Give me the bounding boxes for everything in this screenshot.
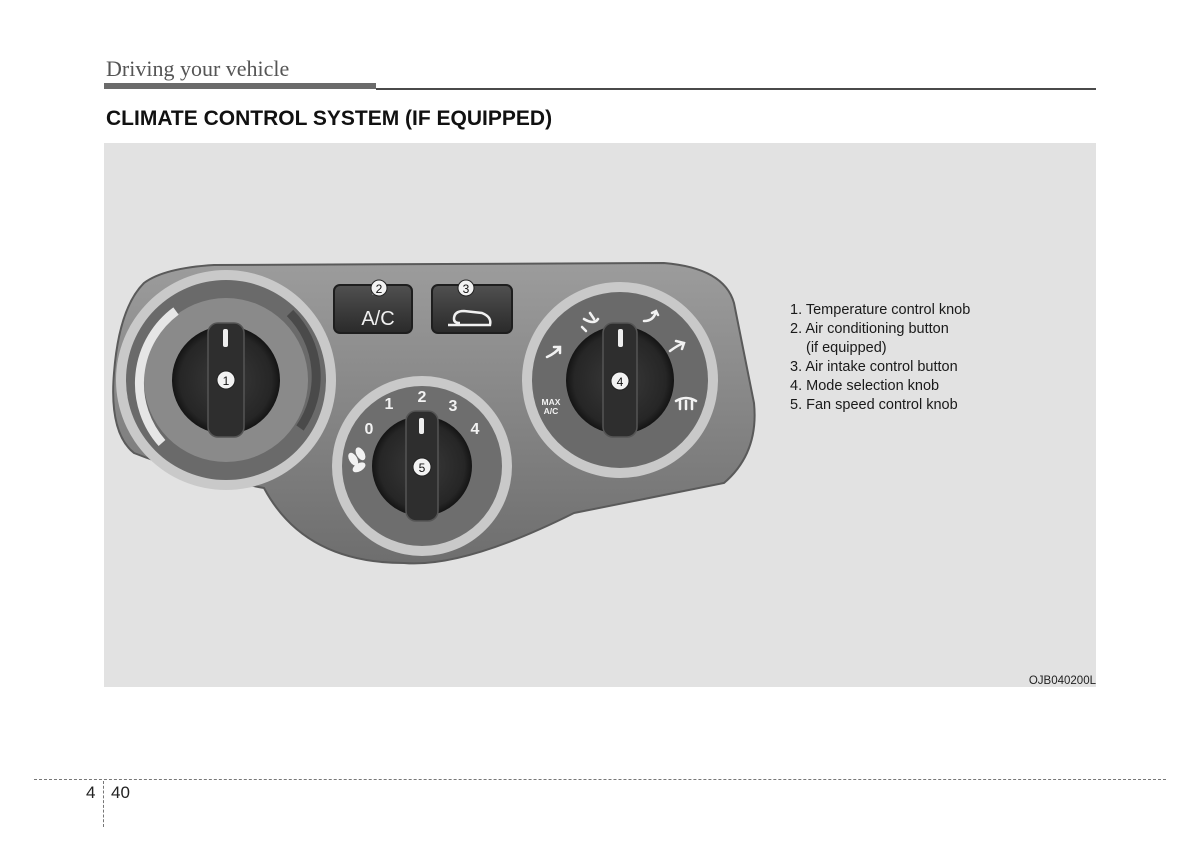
mode-max-label-1: MAX [541, 397, 561, 407]
mode-max-label-2: A/C [543, 406, 559, 416]
mode-selection-knob [522, 282, 718, 478]
figure-legend [790, 301, 970, 415]
footer-rule [34, 779, 1166, 780]
air-intake-button [432, 280, 512, 333]
chapter-number: 4 [86, 783, 96, 802]
climate-control-figure [104, 143, 1096, 687]
legend-item-5: 5. Fan speed control knob [790, 397, 958, 413]
legend-item-3: 3. Air intake control button [790, 359, 958, 375]
page-number: 40 [111, 783, 130, 802]
fan-speed-0: 0 [364, 421, 374, 438]
legend-item-2: 2. Air conditioning button [790, 321, 949, 337]
fan-speed-1: 1 [384, 396, 394, 413]
legend-item-1: 1. Temperature control knob [790, 302, 971, 318]
climate-panel-illustration [104, 143, 1096, 687]
callout-5: 5 [418, 461, 426, 475]
figure-code: OJB040200L [1028, 675, 1096, 687]
ac-button [334, 280, 412, 333]
footer-divider [103, 781, 104, 827]
fan-speed-knob [332, 376, 512, 556]
legend-item-2-note: (if equipped) [806, 340, 887, 356]
callout-4: 4 [616, 375, 624, 389]
callout-2: 2 [375, 282, 383, 296]
header-rule-thin [376, 88, 1096, 90]
fan-speed-2: 2 [417, 389, 427, 406]
callout-3: 3 [462, 282, 470, 296]
temperature-knob [116, 270, 336, 490]
header-rule-thick [104, 83, 376, 89]
ac-button-label: A/C [361, 308, 395, 330]
page-title: CLIMATE CONTROL SYSTEM (IF EQUIPPED) [106, 107, 553, 130]
fan-speed-3: 3 [448, 398, 458, 415]
section-header: Driving your vehicle [106, 56, 290, 81]
legend-item-4: 4. Mode selection knob [790, 378, 940, 394]
fan-speed-4: 4 [470, 421, 480, 438]
callout-1: 1 [222, 374, 230, 388]
